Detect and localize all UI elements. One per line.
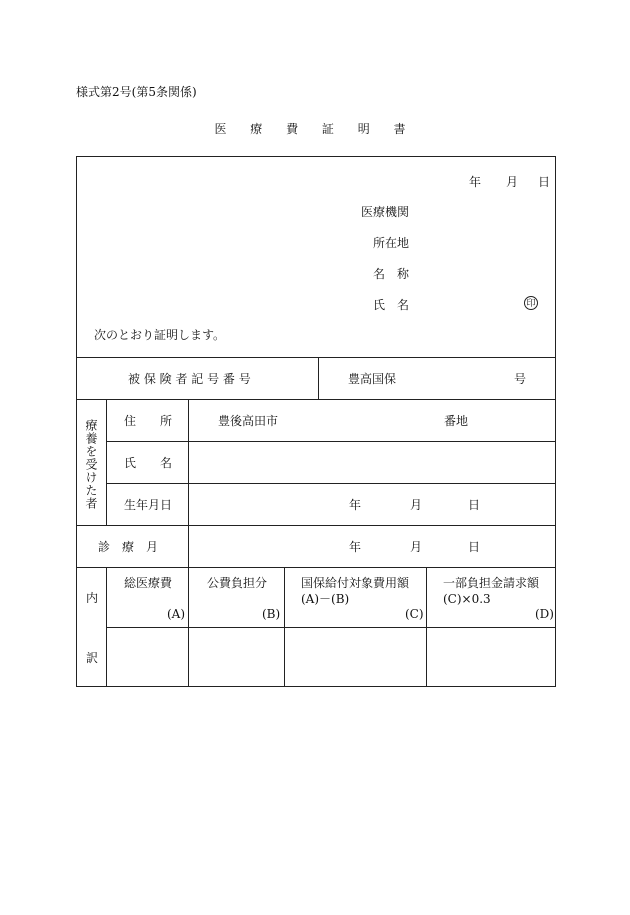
col-covered-code: (C): [405, 607, 424, 621]
dob-day: 日: [468, 498, 481, 512]
col-total-code: (A): [167, 607, 186, 621]
breakdown-side-bottom: 訳: [86, 651, 99, 665]
divider-insured: [76, 399, 556, 400]
treatment-day: 日: [468, 540, 481, 554]
col-copay-code: (D): [535, 607, 554, 621]
dob-month: 月: [410, 498, 423, 512]
treatment-month: 月: [410, 540, 423, 554]
covered-amount-field[interactable]: [285, 628, 426, 686]
certification-statement: 次のとおり証明します。: [94, 328, 226, 342]
address-label: 所在地: [373, 236, 410, 250]
insured-number-prefix: 豊高国保: [348, 372, 397, 386]
header-year: 年: [469, 175, 482, 189]
col-copay-label: 一部負担金請求額: [443, 576, 540, 590]
header-month: 月: [506, 175, 519, 189]
patient-dob-label: 生年月日: [124, 498, 173, 512]
divider-name: [106, 483, 556, 484]
insured-number-suffix: 号: [514, 372, 527, 386]
insured-number-label: 被 保 険 者 記 号 番 号: [128, 372, 251, 386]
seal-icon: 印: [524, 296, 538, 310]
col-public-label: 公費負担分: [207, 576, 268, 590]
divider-insured-col: [318, 357, 319, 399]
document-title: 医 療 費 証 明 書: [214, 122, 416, 136]
patient-city: 豊後高田市: [218, 414, 279, 428]
col-covered-formula: (A)－(B): [301, 592, 350, 606]
col-copay-formula: (C)×0.3: [443, 592, 491, 606]
public-burden-field[interactable]: [189, 628, 284, 686]
treatment-year: 年: [349, 540, 362, 554]
patient-name-label: 氏 名: [124, 456, 173, 470]
header-day: 日: [538, 175, 551, 189]
form-number-label: 様式第2号(第5条関係): [76, 85, 197, 99]
breakdown-side-top: 内: [86, 591, 99, 605]
copay-amount-field[interactable]: [427, 628, 555, 686]
divider-address: [106, 441, 556, 442]
treatment-month-label: 診 療 月: [98, 540, 159, 554]
divider-header: [76, 357, 556, 358]
col-covered-label: 国保給付対象費用額: [301, 576, 410, 590]
divider-dob: [76, 525, 556, 526]
person-label: 氏 名: [373, 298, 410, 312]
name-label: 名 称: [373, 267, 410, 281]
patient-side-label: 療養を受けた者: [84, 419, 98, 510]
col-total-label: 総医療費: [124, 576, 173, 590]
patient-address-label: 住 所: [124, 414, 173, 428]
col-public-code: (B): [262, 607, 281, 621]
patient-banchi: 番地: [444, 414, 469, 428]
total-cost-field[interactable]: [107, 628, 188, 686]
divider-treatment: [76, 567, 556, 568]
dob-year: 年: [349, 498, 362, 512]
divider-patient-side: [106, 399, 107, 525]
institution-label: 医療機関: [361, 205, 410, 219]
